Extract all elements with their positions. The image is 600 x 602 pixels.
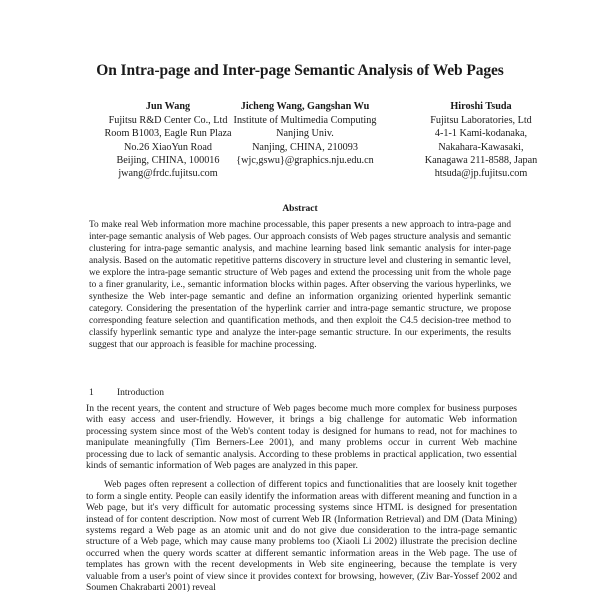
author-email: htsuda@jp.fujitsu.com xyxy=(434,168,528,180)
abstract-heading: Abstract xyxy=(282,204,318,214)
author-block-1 xyxy=(92,100,244,180)
introduction-body xyxy=(86,403,517,602)
author-name: Hiroshi Tsuda xyxy=(450,101,512,112)
author-block-3 xyxy=(406,100,556,180)
section-heading xyxy=(89,388,164,398)
author-affiliation-line: Room B1003, Eagle Run Plaza xyxy=(104,128,232,140)
author-name: Jicheng Wang, Gangshan Wu xyxy=(240,101,370,112)
author-affiliation-line: Institute of Multimedia Computing xyxy=(233,115,377,127)
paper-title: On Intra-page and Inter-page Semantic Analysis of Web Pages xyxy=(96,62,504,79)
author-affiliation-line: Nanjing Univ. xyxy=(276,128,334,140)
author-name: Jun Wang xyxy=(145,101,191,112)
abstract-text: To make real Web information more machine processable, this paper presents a new approach to intra-page and inter-page semantic analysis of Web pages. Our approach consists of Web pages structure analysis and semantic clustering for intra-page semantic analysis, and machine learning based link semantic analysis for inter-page analysis. Based on the automatic repetitive patterns discovery in structure level and clustering in semantic level, we explore the intra-page semantic structure of Web pages and extend the processing unit from the whole page to a finer granularity, i.e., semantic information blocks within pages. After observing the various hyperlinks, we synthesize the Web inter-page semantic and define an information organizing oriented hyperlink semantic category. Considering the presentation of the hyperlink carrier and intra-page semantic structure, we propose corresponding feature selection and quantification methods, and then exploit the C4.5 decision-tree method to classify hyperlink semantic type and analyze the inter-page semantic structure. In our experiments, the results suggest that our approach is feasible for machine processing. xyxy=(89,220,511,351)
author-affiliation-line: Fujitsu Laboratories, Ltd xyxy=(430,115,532,127)
author-email: jwang@frdc.fujitsu.com xyxy=(118,168,218,180)
author-email: {wjc,gswu}@graphics.nju.edu.cn xyxy=(236,154,374,166)
author-affiliation-line: No.26 XiaoYun Road xyxy=(123,141,212,153)
author-affiliation-line: Nanjing, CHINA, 210093 xyxy=(252,141,358,153)
author-affiliation-line: Beijing, CHINA, 100016 xyxy=(116,154,220,166)
section-title: Introduction xyxy=(117,388,164,398)
section-number: 1 xyxy=(89,388,94,398)
body-paragraph: In the recent years, the content and structure of Web pages become much more complex for business purposes with easy access and user-friendly. However, it brings a big challenge for automatic Web information processing system since most of the Web's content today is designed for humans to read, not for machines to manipulate meaningfully (Tim Berners-Lee 2001), and many problems occur in current Web machine processing due to lack of semantic analysis. According to these problems in practical application, two essential kinds of semantic information of Web pages are analyzed in this paper. xyxy=(86,403,517,472)
author-affiliation-line: Kanagawa 211-8588, Japan xyxy=(424,154,538,166)
author-block-2 xyxy=(224,100,386,167)
author-affiliation-line: 4-1-1 Kami-kodanaka, xyxy=(434,128,528,140)
body-paragraph: Web pages often represent a collection of different topics and functionalities that are loosely knit together to form a single entity. People can easily identify the information areas with different meaning and function in a Web page, but it's very difficult for automatic processing systems since HTML is designed for presentation instead of for content description. Now most of current Web IR (Information Retrieval) and DM (Data Mining) systems regard a Web page as an atomic unit and do not give due consideration to the intra-page semantic structure of a Web page, which may cause many problems too (Xiaoli Li 2002) illustrate the precision decline occurred when the query words scatter at different semantic information areas in the Web page. The use of templates has grown with the recent developments in Web site engineering, because the template is very valuable from a user's point of view since it provides context for browsing, however, (Ziv Bar-Yossef 2002 and Soumen Chakrabarti 2001) reveal xyxy=(86,479,517,594)
author-affiliation-line: Nakahara-Kawasaki, xyxy=(438,141,524,153)
author-affiliation-line: Fujitsu R&D Center Co., Ltd xyxy=(108,115,228,127)
